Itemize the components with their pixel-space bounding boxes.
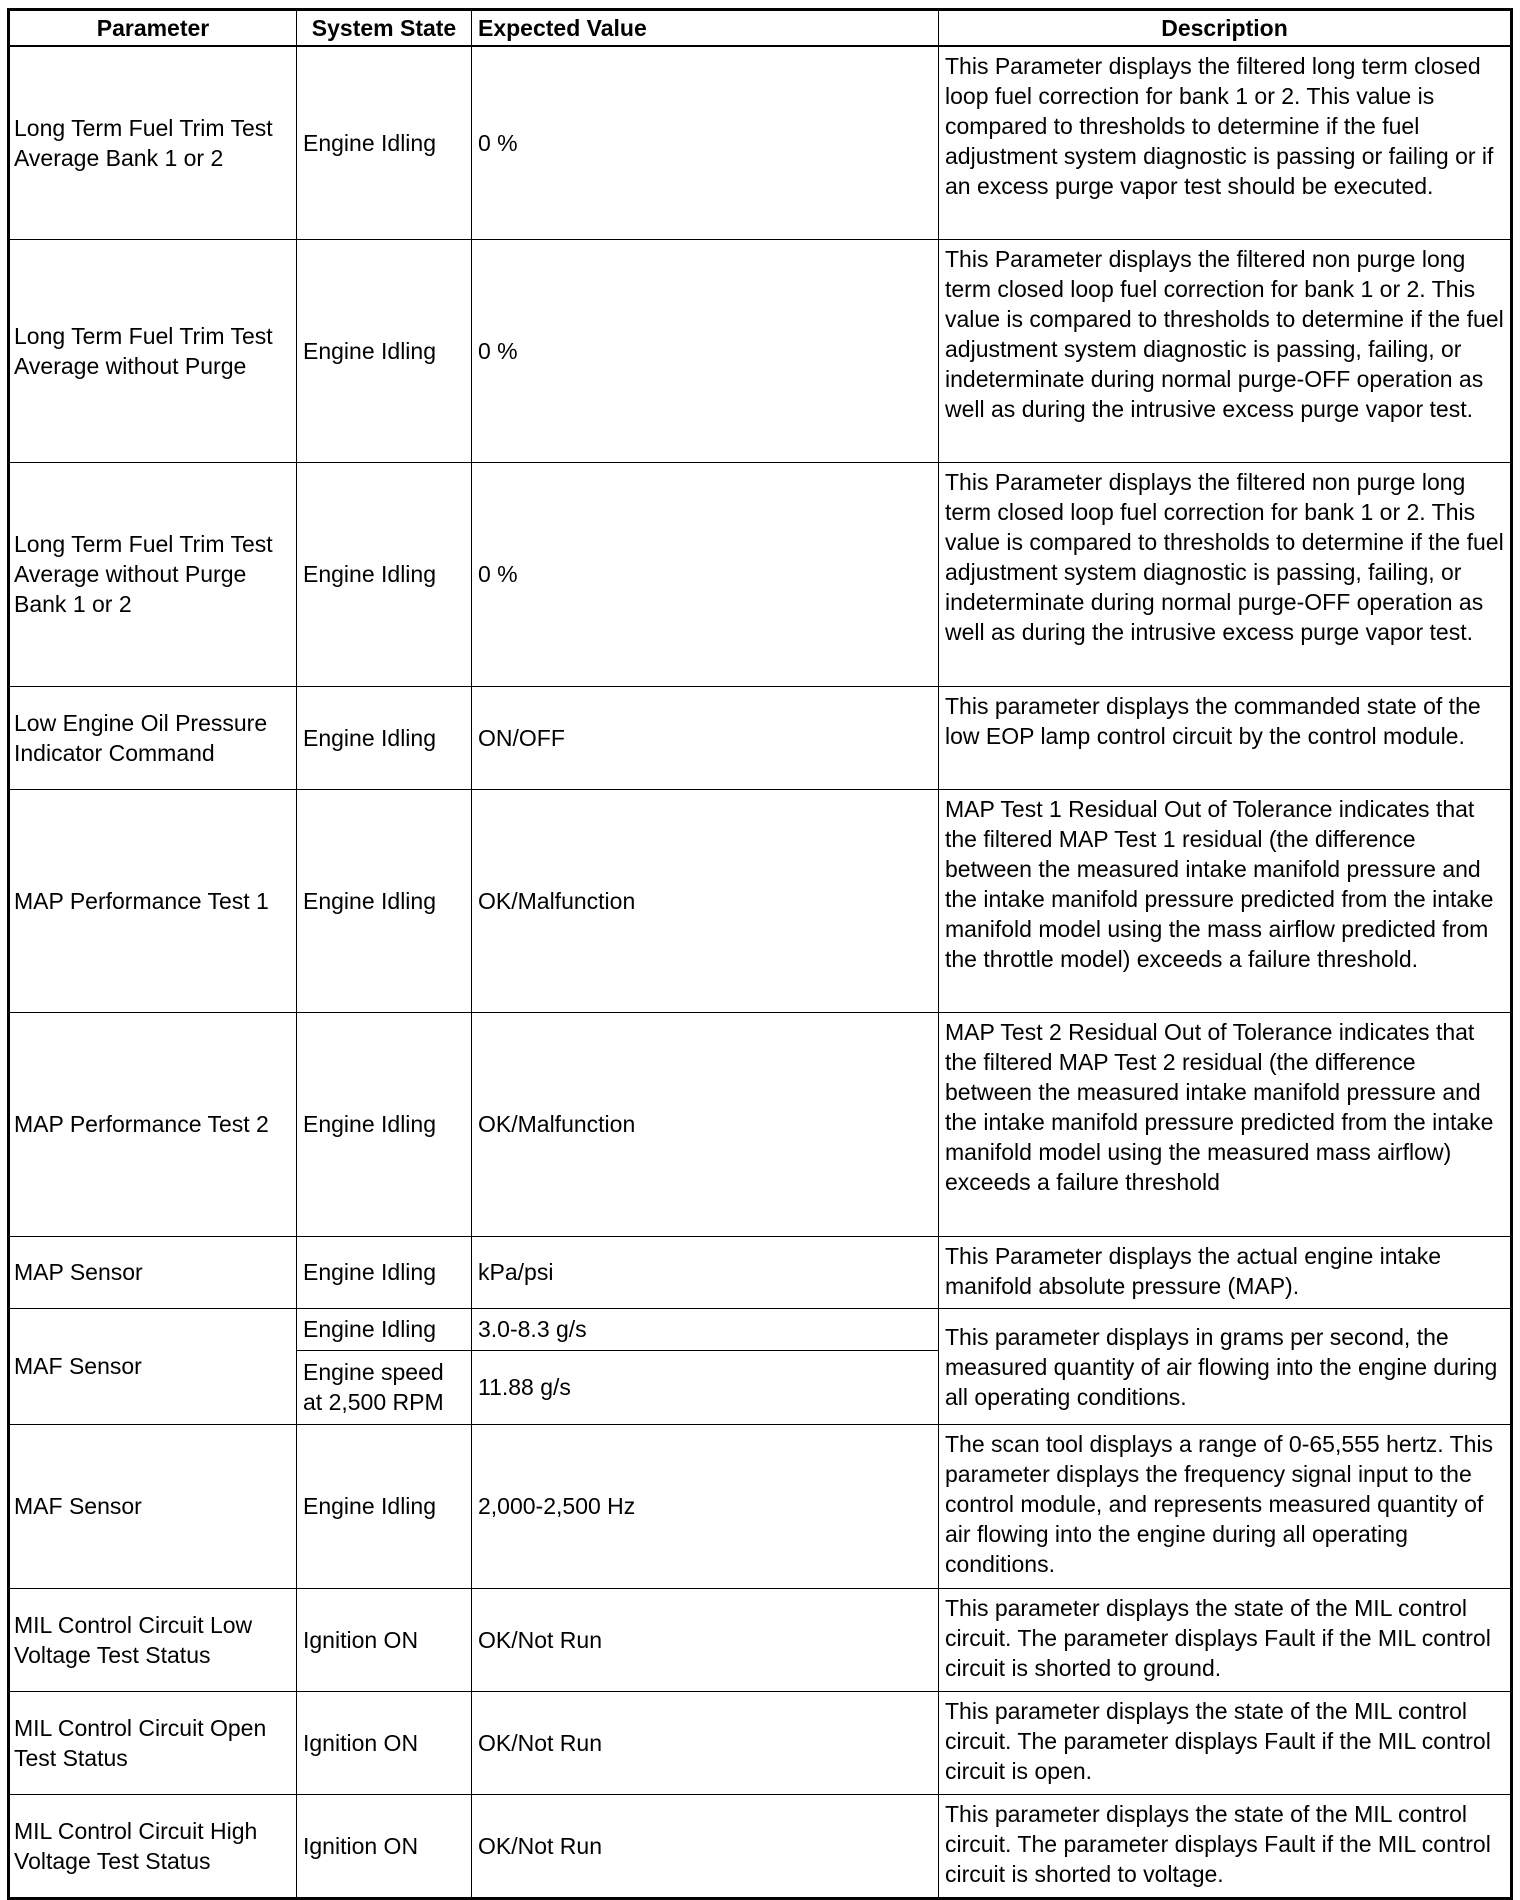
expected-value-cell: 0 %: [472, 46, 939, 239]
parameter-table: [7, 8, 1513, 1900]
expected-value-cell: 0 %: [472, 239, 939, 462]
table-row: [9, 239, 1512, 462]
parameter-cell: Long Term Fuel Trim Test Average Bank 1 or 2: [9, 46, 297, 239]
expected-value-cell: 11.88 g/s: [472, 1350, 939, 1424]
expected-value-cell: OK/Malfunction: [472, 789, 939, 1012]
parameter-cell: MIL Control Circuit High Voltage Test Status: [9, 1794, 297, 1898]
table-row: [9, 46, 1512, 239]
table-row: [9, 789, 1512, 1012]
parameter-cell: Long Term Fuel Trim Test Average without Purge: [9, 239, 297, 462]
description-cell: MAP Test 1 Residual Out of Tolerance indicates that the filtered MAP Test 1 residual (the difference between the measured intake manifold pressure and the intake manifold pressure predicted from the intake manifold model using the mass airflow predicted from the throttle model) exceeds a failure threshold.: [939, 789, 1512, 1012]
description-cell: This parameter displays the state of the MIL control circuit. The parameter displays Fault if the MIL control circuit is open.: [939, 1691, 1512, 1794]
expected-value-cell: OK/Not Run: [472, 1794, 939, 1898]
system-state-cell: Engine Idling: [297, 1424, 472, 1588]
table-row: [9, 1691, 1512, 1794]
header-description: Description: [939, 10, 1512, 47]
table-row: [9, 1236, 1512, 1308]
system-state-cell: Ignition ON: [297, 1794, 472, 1898]
expected-value-cell: OK/Malfunction: [472, 1012, 939, 1236]
description-cell: This Parameter displays the filtered non purge long term closed loop fuel correction for bank 1 or 2. This value is compared to thresholds to determine if the fuel adjustment system diagnostic is passing, failing, or indeterminate during normal purge-OFF operation as well as during the intrusive excess purge vapor test.: [939, 462, 1512, 686]
table-row: [9, 686, 1512, 789]
expected-value-cell: 3.0-8.3 g/s: [472, 1308, 939, 1350]
system-state-cell: Engine Idling: [297, 1012, 472, 1236]
parameter-cell: MAF Sensor: [9, 1424, 297, 1588]
header-parameter: Parameter: [9, 10, 297, 47]
description-cell: This Parameter displays the filtered long term closed loop fuel correction for bank 1 or 2. This value is compared to thresholds to determine if the fuel adjustment system diagnostic is passing or failing or if an excess purge vapor test should be executed.: [939, 46, 1512, 239]
header-expected-value: Expected Value: [472, 10, 939, 47]
expected-value-cell: 2,000-2,500 Hz: [472, 1424, 939, 1588]
description-cell: This parameter displays the state of the MIL control circuit. The parameter displays Fault if the MIL control circuit is shorted to ground.: [939, 1588, 1512, 1691]
system-state-cell: Ignition ON: [297, 1588, 472, 1691]
system-state-cell: Engine speed at 2,500 RPM: [297, 1350, 472, 1424]
parameter-cell: MAP Performance Test 2: [9, 1012, 297, 1236]
parameter-cell: Low Engine Oil Pressure Indicator Command: [9, 686, 297, 789]
system-state-cell: Engine Idling: [297, 46, 472, 239]
system-state-cell: Engine Idling: [297, 462, 472, 686]
system-state-cell: Engine Idling: [297, 789, 472, 1012]
table-row: [9, 1794, 1512, 1898]
expected-value-cell: kPa/psi: [472, 1236, 939, 1308]
table-row: [9, 1588, 1512, 1691]
expected-value-cell: OK/Not Run: [472, 1588, 939, 1691]
header-row: [9, 10, 1512, 47]
description-cell: This parameter displays the state of the MIL control circuit. The parameter displays Fault if the MIL control circuit is shorted to voltage.: [939, 1794, 1512, 1898]
description-cell: This parameter displays the commanded state of the low EOP lamp control circuit by the control module.: [939, 686, 1512, 789]
table-row: [9, 1424, 1512, 1588]
system-state-cell: Engine Idling: [297, 686, 472, 789]
description-cell: This parameter displays in grams per second, the measured quantity of air flowing into the engine during all operating conditions.: [939, 1308, 1512, 1424]
table-row: [9, 1308, 1512, 1350]
parameter-cell: MIL Control Circuit Open Test Status: [9, 1691, 297, 1794]
header-system-state: System State: [297, 10, 472, 47]
description-cell: This Parameter displays the actual engine intake manifold absolute pressure (MAP).: [939, 1236, 1512, 1308]
parameter-cell: MAP Performance Test 1: [9, 789, 297, 1012]
description-cell: The scan tool displays a range of 0-65,555 hertz. This parameter displays the frequency signal input to the control module, and represents measured quantity of air flowing into the engine during all operating conditions.: [939, 1424, 1512, 1588]
table-row: [9, 1012, 1512, 1236]
parameter-cell: MAF Sensor: [9, 1308, 297, 1424]
expected-value-cell: 0 %: [472, 462, 939, 686]
description-cell: MAP Test 2 Residual Out of Tolerance indicates that the filtered MAP Test 2 residual (the difference between the measured intake manifold pressure and the intake manifold pressure predicted from the intake manifold model using the measured mass airflow) exceeds a failure threshold: [939, 1012, 1512, 1236]
table-row: [9, 462, 1512, 686]
parameter-cell: MIL Control Circuit Low Voltage Test Status: [9, 1588, 297, 1691]
parameter-cell: MAP Sensor: [9, 1236, 297, 1308]
expected-value-cell: OK/Not Run: [472, 1691, 939, 1794]
system-state-cell: Ignition ON: [297, 1691, 472, 1794]
system-state-cell: Engine Idling: [297, 1308, 472, 1350]
description-cell: This Parameter displays the filtered non purge long term closed loop fuel correction for bank 1 or 2. This value is compared to thresholds to determine if the fuel adjustment system diagnostic is passing, failing, or indeterminate during normal purge-OFF operation as well as during the intrusive excess purge vapor test.: [939, 239, 1512, 462]
parameter-cell: Long Term Fuel Trim Test Average without Purge Bank 1 or 2: [9, 462, 297, 686]
expected-value-cell: ON/OFF: [472, 686, 939, 789]
system-state-cell: Engine Idling: [297, 1236, 472, 1308]
system-state-cell: Engine Idling: [297, 239, 472, 462]
